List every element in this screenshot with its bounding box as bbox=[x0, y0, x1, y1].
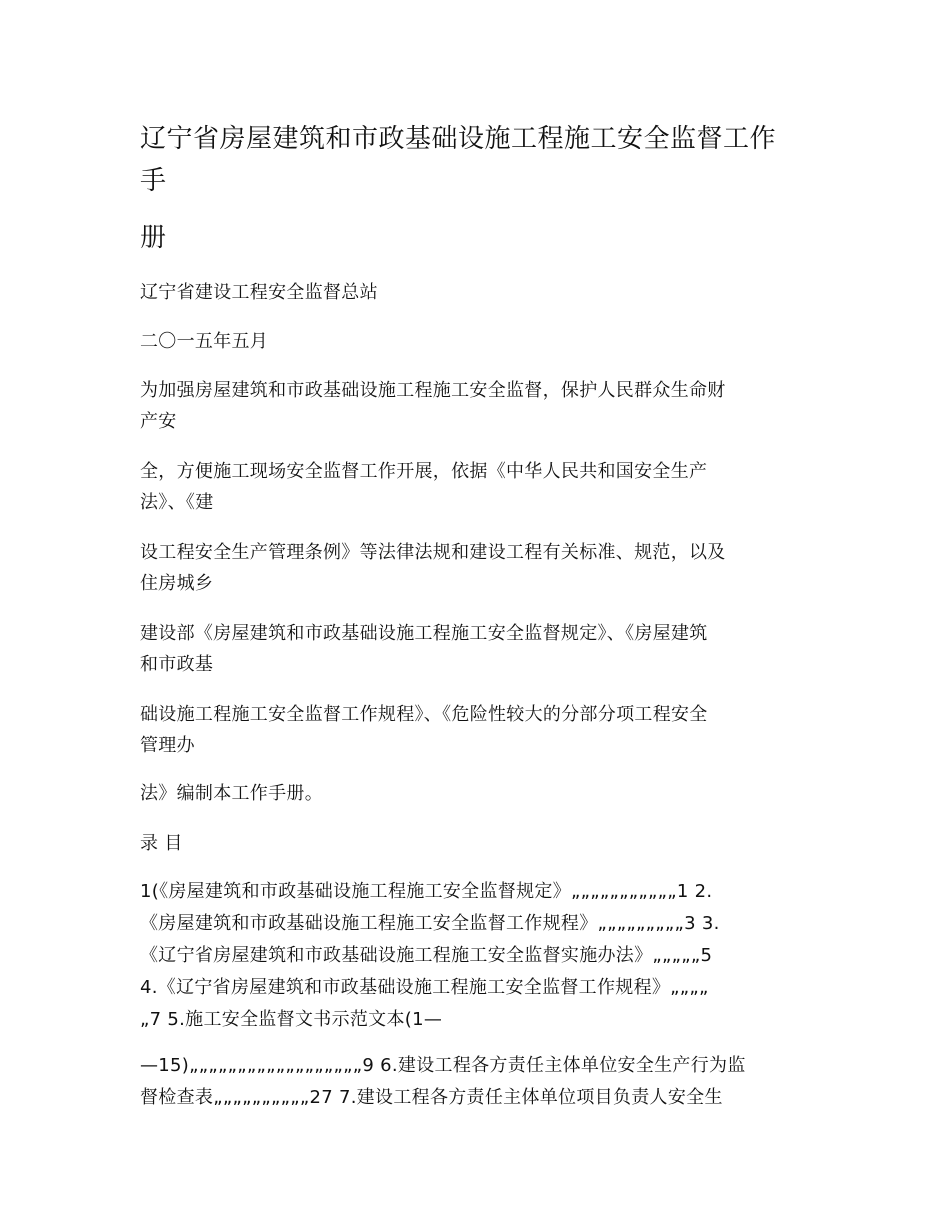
title-line-1: 辽宁省房屋建筑和市政基础设施工程施工安全监督工作 bbox=[140, 124, 777, 154]
intro-paragraph-1 bbox=[140, 375, 820, 437]
title-line-3: 册 bbox=[140, 223, 167, 253]
toc-line: 《房屋建筑和市政基础设施工程施工安全监督工作规程》„„„„„„„„„3 3. bbox=[140, 913, 720, 934]
toc-line: 《辽宁省房屋建筑和市政基础设施工程施工安全监督实施办法》„„„„„5 bbox=[140, 945, 713, 966]
intro-line: 管理办 bbox=[140, 735, 195, 756]
intro-paragraph-2 bbox=[140, 456, 820, 518]
intro-line: 法》、《建 bbox=[140, 492, 214, 513]
intro-line: 为加强房屋建筑和市政基础设施工程施工安全监督，保护人民群众生命财 bbox=[140, 380, 726, 401]
table-of-contents-block-2 bbox=[140, 1050, 820, 1114]
toc-line: „7 5.施工安全监督文书示范文本(1— bbox=[140, 1009, 443, 1030]
publish-date: 二〇一五年五月 bbox=[140, 331, 269, 352]
toc-line: —15)„„„„„„„„„„„„„„„„„„9 6.建设工程各方责任主体单位安全生产行为监 bbox=[140, 1055, 746, 1076]
issuing-organization: 辽宁省建设工程安全监督总站 bbox=[140, 282, 378, 303]
intro-paragraph-3 bbox=[140, 537, 820, 599]
toc-line: 1(《房屋建筑和市政基础设施工程施工安全监督规定》„„„„„„„„„„„1 2. bbox=[140, 881, 713, 902]
toc-line: 督检查表„„„„„„„„„„27 7.建设工程各方责任主体单位项目负责人安全生 bbox=[140, 1087, 723, 1108]
intro-paragraph-4 bbox=[140, 618, 820, 680]
intro-line: 全，方便施工现场安全监督工作开展，依据《中华人民共和国安全生产 bbox=[140, 461, 708, 482]
intro-paragraph-5 bbox=[140, 699, 820, 761]
intro-line: 设工程安全生产管理条例》等法律法规和建设工程有关标准、规范，以及 bbox=[140, 542, 726, 563]
table-of-contents-block-1 bbox=[140, 876, 820, 1036]
intro-line: 和市政基 bbox=[140, 654, 214, 675]
intro-paragraph-6 bbox=[140, 778, 820, 809]
toc-heading: 录 目 bbox=[140, 833, 183, 854]
intro-line: 住房城乡 bbox=[140, 573, 214, 594]
intro-line: 产安 bbox=[140, 411, 177, 432]
intro-line: 础设施工程施工安全监督工作规程》、《危险性较大的分部分项工程安全 bbox=[140, 704, 708, 725]
intro-line: 法》编制本工作手册。 bbox=[140, 783, 323, 804]
document-title bbox=[140, 118, 820, 202]
intro-line: 建设部《房屋建筑和市政基础设施工程施工安全监督规定》、《房屋建筑 bbox=[140, 623, 708, 644]
title-line-2: 手 bbox=[140, 166, 167, 196]
toc-line: 4.《辽宁省房屋建筑和市政基础设施工程施工安全监督工作规程》„„„„ bbox=[140, 977, 709, 998]
